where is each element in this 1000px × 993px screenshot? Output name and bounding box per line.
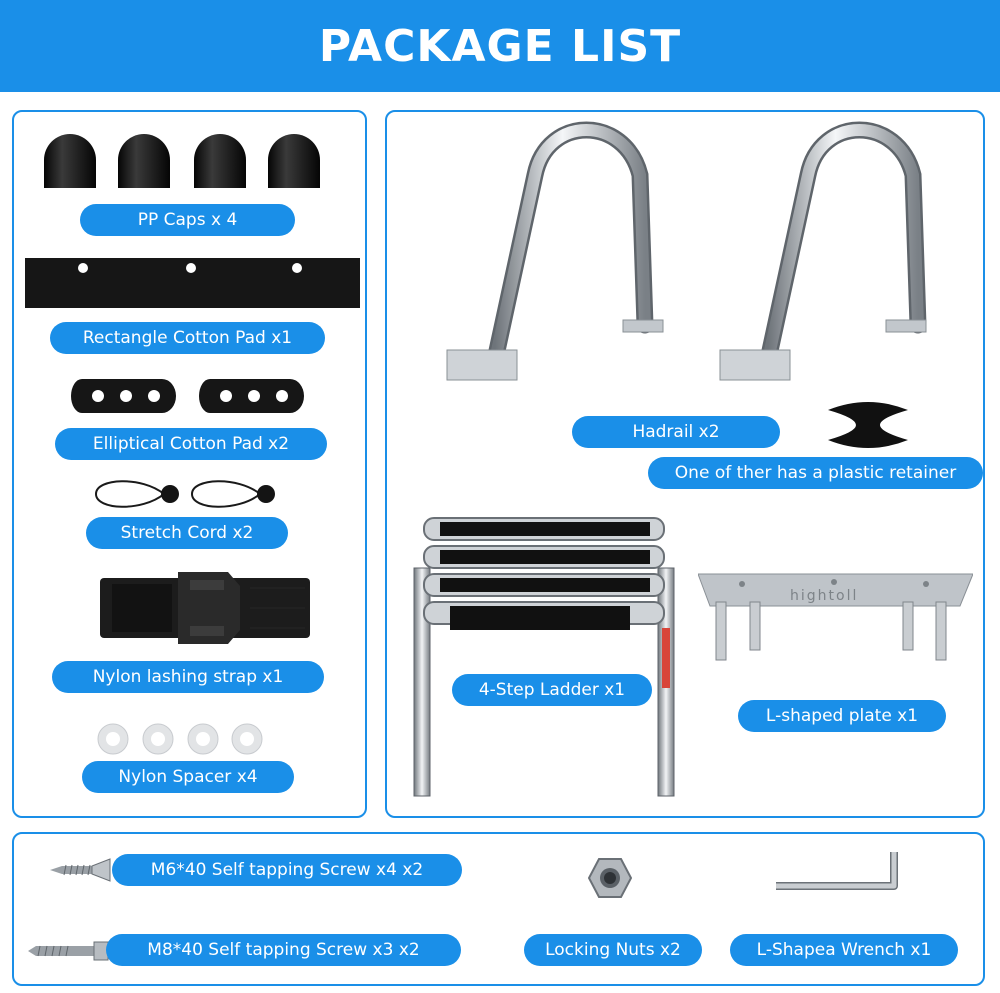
rectangle-pad-label: Rectangle Cotton Pad x1: [50, 322, 325, 354]
plate-engraving: hightoll: [790, 588, 859, 604]
elliptical-pad-label: Elliptical Cotton Pad x2: [55, 428, 327, 460]
screw-icon: [26, 939, 112, 963]
rectangle-pad-icon: [25, 256, 360, 310]
screw-icon: [48, 857, 116, 883]
ladder-icon: [400, 508, 690, 803]
m8-screw-label: M8*40 Self tapping Screw x3 x2: [106, 934, 461, 966]
page-title: PACKAGE LIST: [318, 20, 682, 72]
elliptical-pad-icon: [70, 375, 310, 417]
plastic-retainer-icon: [822, 400, 914, 450]
lashing-strap-icon: [100, 566, 310, 650]
nylon-spacer-icon: [95, 723, 265, 755]
wrench-icon: [770, 848, 910, 900]
lashing-strap-label: Nylon lashing strap x1: [52, 661, 324, 693]
plate-label: L-shaped plate x1: [738, 700, 946, 732]
locking-nuts-label: Locking Nuts x2: [524, 934, 702, 966]
handrail-label: Hadrail x2: [572, 416, 780, 448]
locking-nut-icon: [588, 857, 632, 899]
nylon-spacer-label: Nylon Spacer x4: [82, 761, 294, 793]
ladder-label: 4-Step Ladder x1: [452, 674, 652, 706]
pp-cap-icon: [36, 130, 326, 192]
stretch-cord-label: Stretch Cord x2: [86, 517, 288, 549]
stretch-cord-icon: [92, 474, 282, 514]
wrench-label: L-Shapea Wrench x1: [730, 934, 958, 966]
m6-screw-label: M6*40 Self tapping Screw x4 x2: [112, 854, 462, 886]
handrail-icon: [708, 115, 938, 395]
handrail-icon: [435, 115, 665, 395]
pp-caps-label: PP Caps x 4: [80, 204, 295, 236]
header-banner: [0, 0, 1000, 92]
l-shaped-plate-icon: [698, 572, 973, 667]
retainer-note: One of ther has a plastic retainer: [648, 457, 983, 489]
